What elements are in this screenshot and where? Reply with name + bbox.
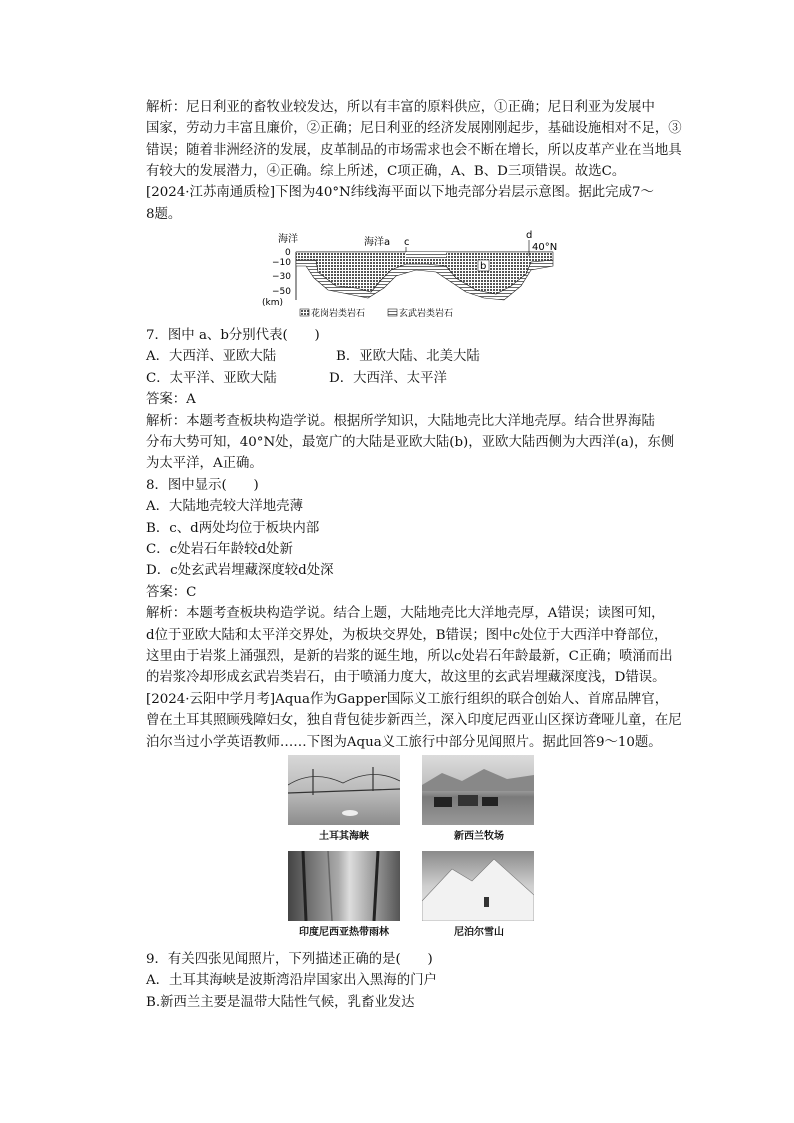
crust-section-diagram [256,226,576,324]
text-line: 国家，劳动力丰富且廉价，②正确；尼日利亚的经济发展刚刚起步，基础设施相对不足，③ [146,121,682,136]
cows-image [422,755,534,825]
label-ocean-left: 海洋 [278,234,298,245]
text-line: 解析：尼日利亚的畜牧业较发达，所以有丰富的原料供应，①正确；尼日利亚为发展中 [146,100,655,115]
option-d: D．大西洋、太平洋 [329,371,447,386]
photo-nepal-snow-mountain [422,851,534,921]
axis-unit: (km) [262,298,284,308]
text-line: [2024·云阳中学月考]Aqua作为Gapper国际义工旅行组织的联合创始人、首席品牌官， [146,692,669,707]
photo-caption: 新西兰牧场 [454,831,504,842]
axis-label-minus30: −30 [272,272,291,282]
analysis-line: d位于亚欧大陆和太平洋交界处，为板块交界处，B错误；图中c处位于大西洋中脊部位， [146,628,668,643]
text-line: 错误；随着非洲经济的发展，皮革制品的市场需求也会不断在增长，所以皮革产业在当地具 [146,143,682,158]
analysis-line: 分布大势可知，40°N处，最宽广的大陆是亚欧大陆(b)，亚欧大陆西侧为大西洋(a)，东侧 [146,435,675,450]
ocean-floor [406,252,446,258]
photo-caption: 印度尼西亚热带雨林 [299,927,389,938]
question-stem: 7．图中 a、b分别代表( ) [146,328,320,343]
label-ocean-a: 海洋a [364,237,391,248]
answer: 答案：C [146,585,197,600]
crust-section-figure [256,226,576,324]
photo-turkey-strait [288,755,400,825]
question-stem: 8．图中显示( ) [146,478,259,493]
legend-basalt-swatch [388,309,397,316]
label-c: c [404,237,410,248]
option-a: A．大西洋、亚欧大陆 [146,349,277,364]
option-c: C．太平洋、亚欧大陆 [146,371,277,386]
photo-indonesia-rainforest [288,851,400,921]
option-a: A．土耳其海峡是波斯湾沿岸国家出入黑海的门户 [146,973,437,988]
label-40n: 40°N [532,242,558,253]
analysis-line: 解析：本题考查板块构造学说。根据所学知识，大陆地壳比大洋地壳厚。结合世界海陆 [146,414,655,429]
option-b: B．亚欧大陆、北美大陆 [336,349,480,364]
analysis-line: 解析：本题考查板块构造学说。结合上题，大陆地壳比大洋地壳厚，A错误；读图可知， [146,606,665,621]
rainforest-image [288,851,400,921]
text-line: 8题。 [146,207,182,222]
axis-label-0: 0 [285,248,291,258]
axis-label-minus50: −50 [272,287,291,297]
analysis-line: 这里由于岩浆上涌强烈，是新的岩浆的诞生地，所以c处岩石年龄最新，C正确；喷涌而出 [146,649,673,664]
question-stem: 9．有关四张见闻照片，下列描述正确的是( ) [146,952,433,967]
label-b: b [480,261,487,272]
option-b: B.新西兰主要是温带大陆性气候，乳畜业发达 [146,995,415,1010]
photo-nz-pasture [422,755,534,825]
analysis-line: 为太平洋，A正确。 [146,456,263,471]
legend-granite-label: 花岗岩类岩石 [311,309,366,319]
text-line: 曾在土耳其照顾残障妇女，独自背包徒步新西兰，深入印度尼西亚山区探访聋哑儿童，在尼 [146,713,682,728]
text-line: 泊尔当过小学英语教师……下图为Aqua义工旅行中部分见闻照片。据此回答9～10题。 [146,735,662,750]
text-line: 有较大的发展潜力，④正确。综上所述，C项正确，A、B、D三项错误。故选C。 [146,164,626,179]
analysis-line: 的岩浆冷却形成玄武岩类岩石，由于喷涌力度大，故这里的玄武岩埋藏深度浅，D错误。 [146,670,666,685]
label-d: d [526,230,533,241]
photo-caption: 尼泊尔雪山 [454,927,504,938]
option-c: C．c处岩石年龄较d处新 [146,542,293,557]
snow-mountain-image [422,851,534,921]
legend-granite-swatch [300,309,309,316]
answer: 答案：A [146,392,196,407]
option-a: A．大陆地壳较大洋地壳薄 [146,499,303,514]
text-line: [2024·江苏南通质检]下图为40°N纬线海平面以下地壳部分岩层示意图。据此完成7～ [146,185,654,200]
option-b: B．c、d两处均位于板块内部 [146,521,320,536]
axis-label-minus10: −10 [272,258,291,268]
bridge-image [288,755,400,825]
option-d: D．c处玄武岩埋藏深度较d处深 [146,563,334,578]
legend-basalt-label: 玄武岩类岩石 [399,309,454,319]
photo-caption: 土耳其海峡 [319,831,369,842]
